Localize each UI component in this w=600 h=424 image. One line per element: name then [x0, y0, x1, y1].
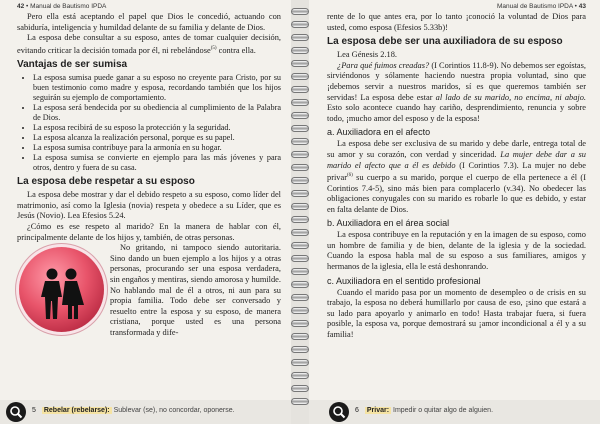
- binding-coil: [291, 34, 309, 41]
- respect-paragraph-2: ¿Cómo es ese respeto al marido? En la manera de hablar con él, principalmente delante de los hijos y, también, de otras personas.: [17, 221, 281, 242]
- footnote-ref-5[interactable]: (5): [210, 45, 217, 51]
- section-heading-benefits: Vantajas de ser sumisa: [17, 59, 128, 71]
- binding-coil: [291, 60, 309, 67]
- binding-coil: [291, 372, 309, 379]
- binding-coil: [291, 151, 309, 158]
- list-item: • La esposa recibirá de su esposo la protección y la seguridad.: [33, 123, 281, 133]
- list-item: • La esposa alcanza la realización personal, porque es su papel.: [33, 133, 281, 143]
- magnifier-icon: [6, 402, 26, 422]
- left-intro-paragraph-1: Pero ella está aceptando el papel que Dios le concedió, actuando con sabiduría, inteligencia y humildad delante de su familia y delante de Dios.: [17, 12, 281, 32]
- afecto-paragraph: La esposa debe ser exclusiva de su marido y debe darle, entrega total de su amor y su corazón, con verdad y sinceridad. La mujer debe dar a su marido el afecto que a él es debido (I Corintios 7.3). La mujer no debe privar$^{(6)}$ su cuerpo a su marido, porque el cuerpo de ella pertenece a él (I Corintios 7.4-5), sino más bien para complacerlo (v.34). No obedecer las obligaciones conyugales con su marido es robarle lo que es debido, y estar en falta delante de Dios.: [327, 139, 586, 214]
- binding-coil: [291, 47, 309, 54]
- list-item: • La esposa sumisa puede ganar a su esposo no creyente para Cristo, por su buen testimonio como madre y esposa, recordando también que los hijos seguirán su ejemplo de comportamiento.: [33, 73, 281, 103]
- benefits-list: [17, 73, 281, 173]
- binding-coil: [291, 216, 309, 223]
- binding-coil: [291, 320, 309, 327]
- binding-coil: [291, 294, 309, 301]
- glossary-note-6: [355, 407, 493, 414]
- glossary-number: 5: [32, 407, 36, 414]
- binding-coil: [291, 398, 309, 405]
- binding-coil: [291, 255, 309, 262]
- left-intro-paragraph-2: La esposa debe consultar a su esposo, antes de tomar cualquier decisión, evitando criticar la decisión tomada por él, ni rebelándose$^{(5)}$ contra ella.: [17, 33, 281, 55]
- right-page: [309, 0, 600, 424]
- right-continuation: rente de lo que antes era, por lo tanto ¡conoció la voluntad de Dios para usted, como esposa (Efesios 5.33b)!: [327, 12, 586, 32]
- binding-coil: [291, 112, 309, 119]
- list-item: • La esposa será bendecida por su obediencia al cumplimiento de la Palabra de Dios.: [33, 103, 281, 123]
- binding-coil: [291, 346, 309, 353]
- profesional-paragraph: Cuando el marido pasa por un momento de desempleo o de crisis en su trabajo, la esposa no deberá humillarlo por causa de eso, ¡sino que estará a su lado para apoyarlo y animarlo en todo! Hasta trabajar fuera, si fuera posible, la esposa va, porque demostrará su ¡amor incondicional a él y a su familia!: [327, 287, 586, 340]
- glossary-definition: Sublevar (se), no concordar, oponerse.: [113, 407, 235, 414]
- binding-coil: [291, 242, 309, 249]
- binding-coil: [291, 190, 309, 197]
- binding-coil: [291, 203, 309, 210]
- subheading-afecto: a. Auxiliadora en el afecto: [327, 127, 431, 138]
- binding-coil: [291, 125, 309, 132]
- right-page-number: 43: [578, 3, 586, 10]
- subheading-profesional: c. Auxiliadora en el sentido profesional: [327, 275, 481, 286]
- section-heading-auxiliadora: La esposa debe ser una auxiliadora de su esposo: [327, 36, 563, 48]
- binding-coil: [291, 333, 309, 340]
- magnifier-icon: [329, 402, 349, 422]
- right-header-title: Manual de Bautismo IPDA: [496, 3, 573, 10]
- left-page: [0, 0, 291, 424]
- binding-coil: [291, 21, 309, 28]
- binding-coil: [291, 281, 309, 288]
- binding-coil: [291, 229, 309, 236]
- binding-coil: [291, 8, 309, 15]
- respect-paragraph-1: La esposa debe mostrar y dar el debido respeto a su esposo, como líder del matrimonio, así como la Iglesia (novia) respeta y obedece a su Líder, que es Jesús (Novio). Lea Efesios 5.24.: [17, 190, 281, 221]
- binding-coil: [291, 164, 309, 171]
- glossary-term: Rebelar (rebelarse):: [43, 407, 110, 414]
- binding-coil: [291, 359, 309, 366]
- spiral-binding: [291, 0, 309, 424]
- binding-coil: [291, 73, 309, 80]
- section-heading-respect: La esposa debe respetar a su esposo: [17, 176, 195, 188]
- medallion-wrap: [17, 243, 281, 338]
- social-paragraph: La esposa contribuye en la reputación y en la imagen de su esposo, como un hombre de familia y de bien, delante de la iglesia y de la sociedad. Cuando la esposa habla mal de su esposo a sus familiares, amigos y hermanos de la iglesia, ella le está deshonrando.: [327, 230, 586, 272]
- binding-coil: [291, 86, 309, 93]
- auxiliadora-paragraph: ¿Para qué fuimos creadas? (I Corintios 11.8-9). No debemos ser egoístas, sirviéndonos y sólamente haciendo nuestra propia voluntad, sino que ¡debemos servir a nuestros maridos, sí es que queremos también ser servidas! La esposa debe estar al lado de su marido, no encima, ni abajo. Esto solo acontece cuando hay cariño, desprendimiento, renuncia y sobre todo, ¡mucho amor del esposo y de la esposa!: [327, 60, 587, 123]
- list-item: • La esposa sumisa se convierte en ejemplo para las más jóvenes y para otros, dentro y fuera de su casa.: [33, 153, 281, 173]
- left-running-header: 42 • Manual de Bautismo IPDA: [17, 3, 107, 10]
- reading-reference: Lea Génesis 2.18.: [337, 50, 398, 60]
- footnote-ref-6[interactable]: (6): [347, 173, 353, 179]
- left-header-title: Manual de Bautismo IPDA: [30, 3, 107, 10]
- left-footer: [0, 400, 291, 424]
- binding-coil: [291, 385, 309, 392]
- left-page-number: 42: [17, 3, 25, 10]
- binding-coil: [291, 268, 309, 275]
- binding-coil: [291, 99, 309, 106]
- glossary-note-5: [32, 407, 235, 414]
- binding-coil: [291, 177, 309, 184]
- list-item: • La esposa sumisa contribuye para la armonía en su hogar.: [33, 143, 281, 153]
- binding-coil: [291, 138, 309, 145]
- right-running-header: Manual de Bautismo IPDA • 43: [496, 3, 586, 10]
- subheading-social: b. Auxiliadora en el área social: [327, 218, 450, 229]
- couple-medallion-icon: [19, 247, 104, 332]
- glossary-term: Privar:: [366, 407, 390, 414]
- respect-paragraph-3: No gritando, ni tampoco siendo autoritaria. Sino dando un buen ejemplo a los hijos y a otras personas, procurando ser una esposa verdadera, sin engaños y mentiras, siendo amorosa y humilde. No hablando mal de él a otros, ni aun para su propia familia. Todo debe ser conversado y resuelto entre la esposa y su esposo, de manera cristiana, porque usted es una persona transformada y dife-: [110, 243, 281, 337]
- glossary-definition: Impedir o quitar algo de alguien.: [393, 407, 494, 414]
- right-footer: [309, 400, 600, 424]
- binding-coil: [291, 307, 309, 314]
- couple-silhouette-icon: [19, 247, 104, 332]
- glossary-number: 6: [355, 407, 359, 414]
